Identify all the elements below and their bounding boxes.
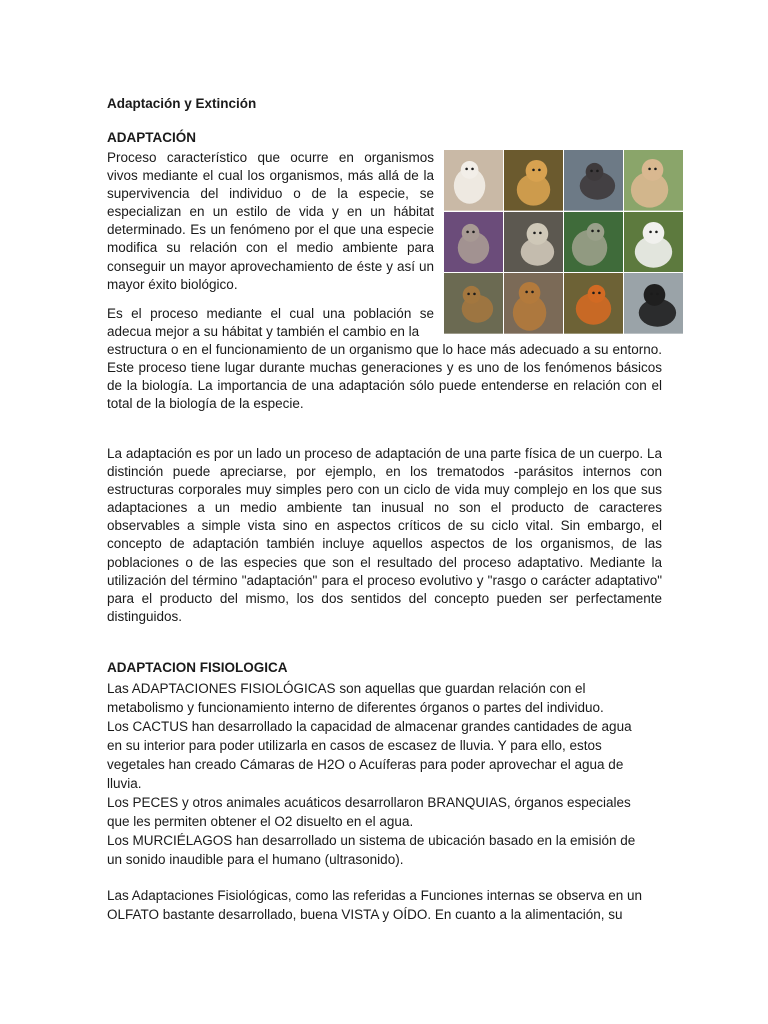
heading-adaptacion: ADAPTACIÓN bbox=[107, 130, 196, 145]
text-line: Los PECES y otros animales acuáticos desarrollaron BRANQUIAS, órganos especiales bbox=[107, 795, 631, 810]
kitten-photo bbox=[504, 212, 563, 273]
rabbit-photo bbox=[624, 150, 683, 211]
text-line: vegetales han creado Cámaras de H2O o Acuíferas para poder aprovechar el agua de bbox=[107, 757, 624, 772]
paragraph-definition: Proceso característico que ocurre en organismos vivos mediante el cual los organismos, más allá de la supervivencia del individuo o de la especie, se especializan en un estilo de vida y en un hábitat determinado. Es un fenómeno por el que una especie modifica su relación con el medio ambiente para conseguir un mayor aprovechamiento de éste y así un mayor éxito biológico. bbox=[107, 150, 434, 292]
text-line: metabolismo y funcionamiento interno de diferentes órganos o partes del individuo. bbox=[107, 700, 604, 715]
document-title: Adaptación y Extinción bbox=[107, 96, 257, 111]
text-line: Las ADAPTACIONES FISIOLÓGICAS son aquellas que guardan relación con el bbox=[107, 681, 586, 696]
kangaroo-photo bbox=[564, 150, 623, 211]
animal-photo-collage bbox=[444, 150, 683, 334]
panda-photo bbox=[624, 212, 683, 273]
fox-photo bbox=[564, 273, 623, 334]
paragraph-adaptation-detail: La adaptación es por un lado un proceso de adaptación de una parte física de un cuerpo. La distinción puede apreciarse, por ejemplo, en los trematodos -parásitos internos con estructuras corporales muy simples pero con un ciclo de vida muy complejo en los que sus adaptaciones a un medio ambiente tan inusual no son el producto de caracteres observables a simple vista sino en aspectos críticos de su ciclo vital. Sin embargo, el concepto de adaptación también incluye aquellos aspectos de los organismos, de las poblaciones o de las especies que son el resultado del proceso adaptativo. Mediante la utilización del término "adaptación" para el proceso evolutivo y "rasgo o carácter adaptativo" para el producto del mismo, los dos sentidos del concepto pueden ser perfectamente distinguidos. bbox=[107, 446, 662, 624]
giraffes-photo bbox=[504, 273, 563, 334]
paragraph-fisiologica bbox=[107, 679, 667, 869]
text-line: que les permiten obtener el O2 disuelto en el agua. bbox=[107, 814, 414, 829]
paragraph-process-part2: estructura o en el funcionamiento de un organismo que lo hace más adecuado a su entorno. Este proceso tiene lugar durante muchas generaciones y es uno de los fenómenos básicos de la biología. La importancia de una adaptación sólo puede entenderse en relación con el total de la biología de la especie. bbox=[107, 342, 662, 412]
text-line: en su interior para poder utilizarla en casos de escasez de lluvia. Y para ello, estos bbox=[107, 738, 602, 753]
tree-animal-photo bbox=[564, 212, 623, 273]
chipmunk-photo bbox=[444, 273, 503, 334]
text-line: un sonido inaudible para el humano (ultrasonido). bbox=[107, 852, 404, 867]
koala-photo bbox=[444, 212, 503, 273]
paragraph-fisiologicas-funciones bbox=[107, 886, 667, 924]
penguins-photo bbox=[624, 273, 683, 334]
puppy-photo bbox=[444, 150, 503, 211]
text-line: Los CACTUS han desarrollado la capacidad de almacenar grandes cantidades de agua bbox=[107, 719, 632, 734]
text-line: Los MURCIÉLAGOS han desarrollado un sistema de ubicación basado en la emisión de bbox=[107, 833, 636, 848]
cheetahs-photo bbox=[504, 150, 563, 211]
paragraph-process-part1: Es el proceso mediante el cual una población se adecua mejor a su hábitat y también el cambio en la bbox=[107, 306, 434, 340]
text-line: Las Adaptaciones Fisiológicas, como las referidas a Funciones internas se observa en un bbox=[107, 888, 643, 903]
heading-adaptacion-fisiologica: ADAPTACION FISIOLOGICA bbox=[107, 660, 288, 675]
text-line: lluvia. bbox=[107, 776, 142, 791]
text-line: OLFATO bastante desarrollado, buena VISTA y OÍDO. En cuanto a la alimentación, su bbox=[107, 907, 623, 922]
